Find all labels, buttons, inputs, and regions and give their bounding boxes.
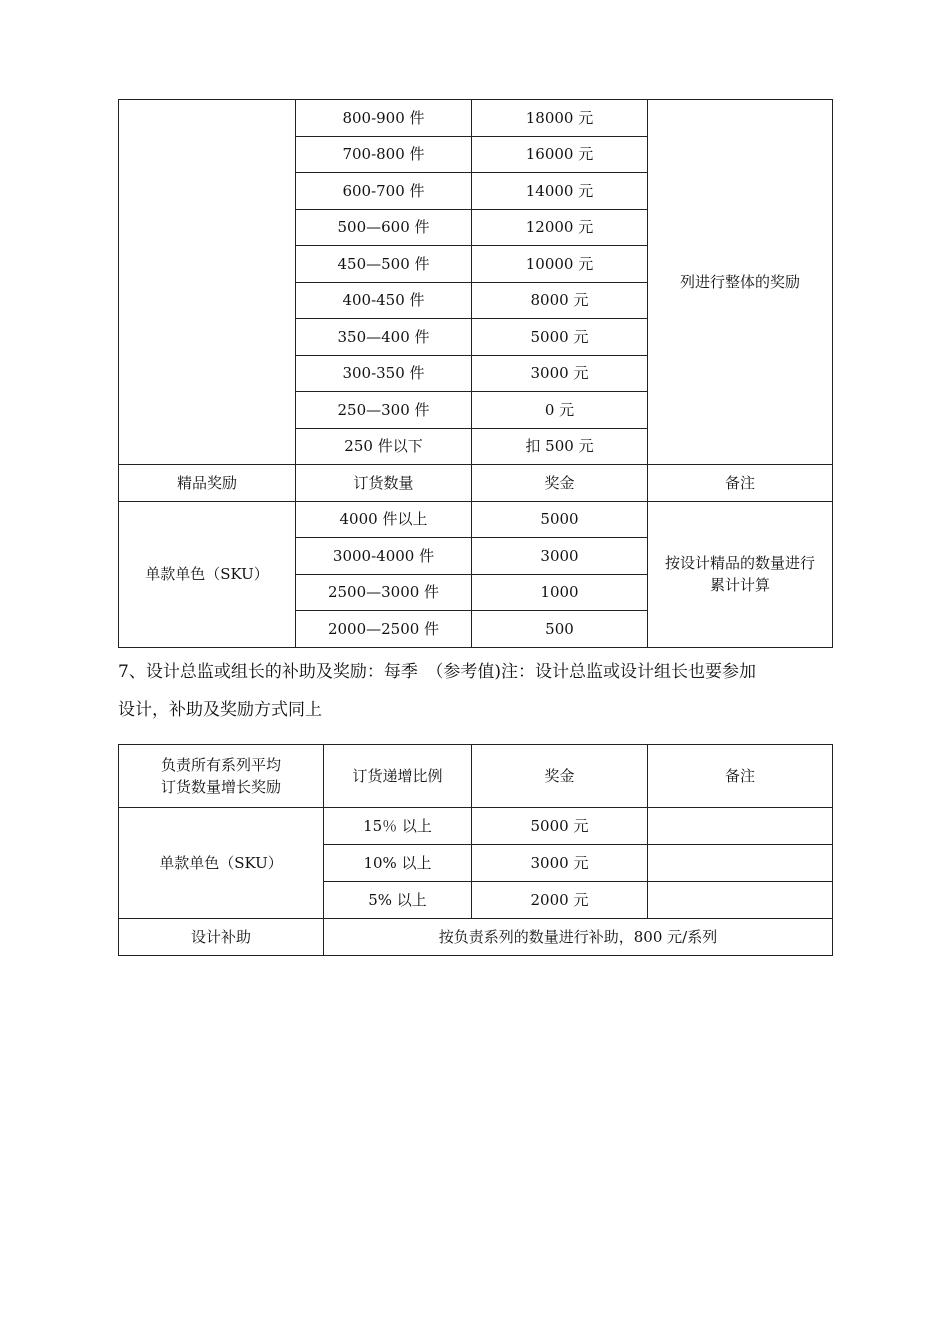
tier-bonus-cell: 18000 元 [472,100,648,137]
table-row [119,100,833,137]
note-cell [648,882,833,919]
tier-bonus-cell: 8000 元 [472,282,648,319]
tier-qty-cell: 250 件以下 [296,428,472,465]
tier-qty-cell: 300-350 件 [296,355,472,392]
bonus-cell: 2000 元 [472,882,648,919]
subsidy-text-cell: 按负责系列的数量进行补助，800 元/系列 [324,919,833,956]
tier-bonus-cell: 10000 元 [472,246,648,283]
sku-note-line2: 累计计算 [709,576,770,594]
note-cell [648,808,833,845]
header-note: 备注 [648,745,833,808]
tier-bonus-cell: 14000 元 [472,173,648,210]
tier-qty-cell: 250—300 件 [296,392,472,429]
header-category [119,745,324,808]
header-bonus: 奖金 [472,745,648,808]
sku-bonus-cell: 3000 [472,538,648,575]
tier-bonus-cell: 16000 元 [472,136,648,173]
table-row [119,919,833,956]
sku-qty-cell: 4000 件以上 [296,501,472,538]
tier-qty-cell: 450—500 件 [296,246,472,283]
sku-note-line1: 按设计精品的数量进行 [664,554,815,572]
sku-qty-cell: 2000—2500 件 [296,611,472,648]
header-category-line2: 订货数量增长奖励 [160,778,281,796]
section-7-paragraph-line1: 7、设计总监或组长的补助及奖励：每季 （参考值)注：设计总监或设计组长也要参加 [118,662,756,682]
tier-qty-cell: 500—600 件 [296,209,472,246]
tier-note-cell: 列进行整体的奖励 [648,100,833,465]
empty-category-cell [119,100,296,465]
table-header-row [119,465,833,502]
table-row [119,501,833,538]
director-bonus-table [118,744,833,956]
tier-bonus-cell: 3000 元 [472,355,648,392]
ratio-cell: 5% 以上 [324,882,472,919]
tier-bonus-cell: 12000 元 [472,209,648,246]
sku-bonus-cell: 500 [472,611,648,648]
tier-qty-cell: 400-450 件 [296,282,472,319]
sku-label-cell: 单款单色（SKU） [119,808,324,919]
subsidy-label-cell: 设计补助 [119,919,324,956]
header-category: 精品奖励 [119,465,296,502]
tier-bonus-cell: 5000 元 [472,319,648,356]
tier-qty-cell: 700-800 件 [296,136,472,173]
header-ratio: 订货递增比例 [324,745,472,808]
section-7-paragraph-line2: 设计，补助及奖励方式同上 [118,700,322,720]
tier-qty-cell: 800-900 件 [296,100,472,137]
header-bonus: 奖金 [472,465,648,502]
ratio-cell: 10% 以上 [324,845,472,882]
header-quantity: 订货数量 [296,465,472,502]
ratio-cell: 15％ 以上 [324,808,472,845]
table-row [119,808,833,845]
sku-note-cell [648,501,833,647]
note-cell [648,845,833,882]
bonus-table-top [118,99,833,648]
tier-qty-cell: 600-700 件 [296,173,472,210]
tier-bonus-cell: 扣 500 元 [472,428,648,465]
sku-bonus-cell: 5000 [472,501,648,538]
tier-qty-cell: 350—400 件 [296,319,472,356]
sku-label-cell: 单款单色（SKU） [119,501,296,647]
sku-qty-cell: 2500—3000 件 [296,574,472,611]
sku-qty-cell: 3000-4000 件 [296,538,472,575]
header-note: 备注 [648,465,833,502]
header-category-line1: 负责所有系列平均 [160,756,281,774]
sku-bonus-cell: 1000 [472,574,648,611]
tier-bonus-cell: 0 元 [472,392,648,429]
table-header-row [119,745,833,808]
bonus-cell: 3000 元 [472,845,648,882]
bonus-cell: 5000 元 [472,808,648,845]
